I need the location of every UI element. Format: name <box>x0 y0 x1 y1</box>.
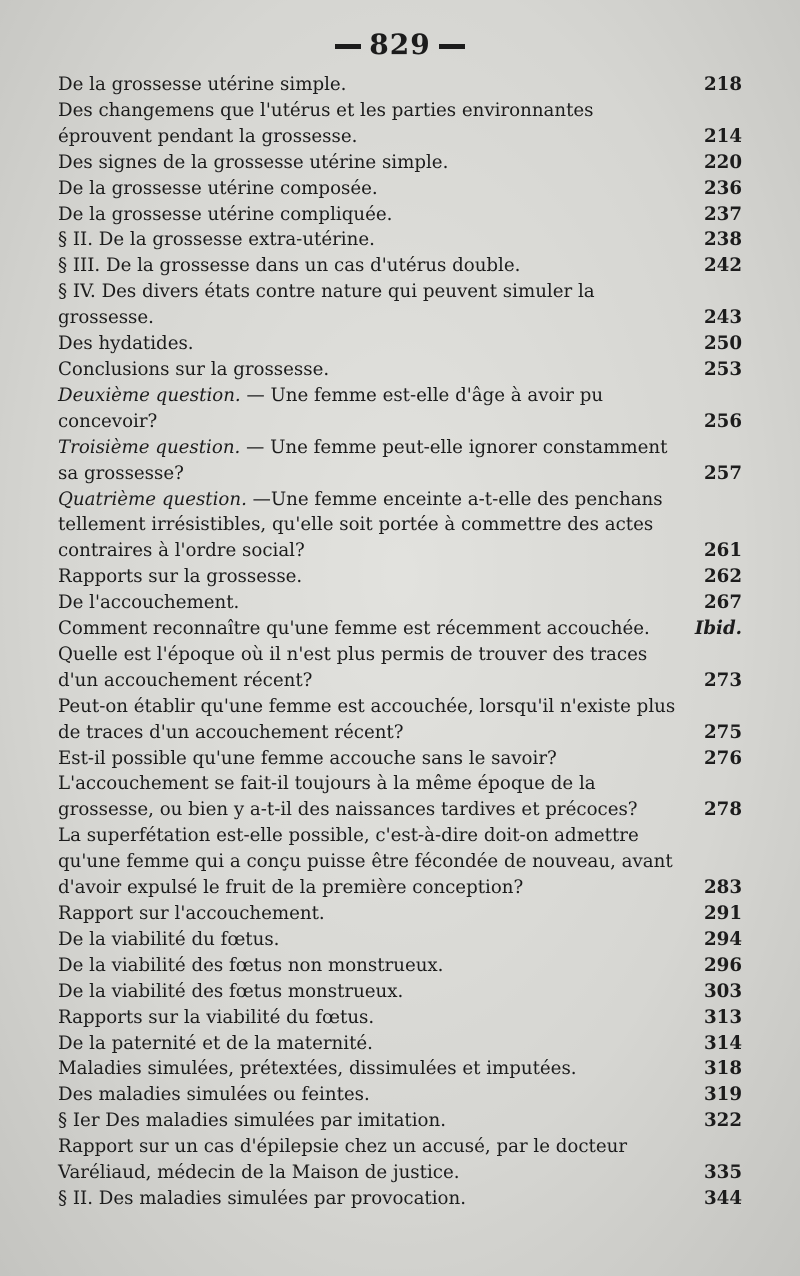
toc-entry-title: Des maladies simulées ou feintes. <box>58 1084 370 1106</box>
toc-entry-page: 273 <box>704 669 742 691</box>
toc-entry-page: 314 <box>704 1032 742 1054</box>
toc-entry <box>58 927 742 953</box>
toc-entry-title: Rapport sur un cas d'épilepsie chez un accusé, par le docteur Varéliaud, médecin de la Maison de justice. <box>58 1136 628 1184</box>
toc-entry-page: 242 <box>704 255 742 277</box>
toc-entry-lead: Quatrième question. <box>58 488 247 510</box>
toc-entry-title: De la grossesse utérine composée. <box>58 177 378 199</box>
toc-entry <box>58 564 742 590</box>
toc-entry <box>58 616 742 642</box>
toc-entry-page: 291 <box>704 903 742 924</box>
toc-entry-title: Maladies simulées, prétextées, dissimulées et imputées. <box>58 1058 577 1080</box>
toc-entry <box>58 1082 742 1108</box>
toc-entry <box>58 1134 742 1186</box>
toc-entry-text: — Une femme est-elle d'âge à avoir pu concevoir? <box>58 384 604 432</box>
toc-entry <box>58 823 742 901</box>
toc-entry-title: De la viabilité du fœtus. <box>58 928 280 950</box>
toc-entry-page: 344 <box>704 1187 742 1209</box>
toc-entry <box>58 1005 742 1031</box>
toc-entry-page: 267 <box>704 592 742 614</box>
toc-entry-title: Conclusions sur la grossesse. <box>58 358 330 380</box>
toc-entry-title: Rapport sur l'accouchement. <box>58 903 325 924</box>
toc-entry-page: 261 <box>704 540 742 562</box>
toc-entry <box>58 331 742 357</box>
toc-entry <box>58 979 742 1005</box>
toc-entry-title: De la grossesse utérine compliquée. <box>58 203 393 225</box>
toc-entry-page: 276 <box>704 747 742 769</box>
toc-entry-lead: Troisième question. <box>58 436 241 458</box>
toc-entry-title: § II. De la grossesse extra-utérine. <box>58 229 375 251</box>
toc-entry-page: 257 <box>704 462 742 484</box>
toc-entry <box>58 357 742 383</box>
toc-entry-title: § IV. Des divers états contre nature qui peuvent simuler la grossesse. <box>58 281 595 329</box>
toc-entry-page: 313 <box>704 1006 742 1028</box>
toc-entry-page: 256 <box>704 410 742 432</box>
toc-entry-title: Des changemens que l'utérus et les parties environnantes éprouvent pendant la grossesse. <box>58 99 594 147</box>
toc-entry-title: Quelle est l'époque où il n'est plus permis de trouver des traces d'un accouchement récent? <box>58 643 648 691</box>
page-header <box>0 28 800 61</box>
toc-entry-title: La superfétation est-elle possible, c'est-à-dire doit-on admettre qu'une femme qui a conçu puisse être fécondée de nouveau, avant d'avoir expulsé le fruit de la première conception? <box>58 825 673 899</box>
toc-entry-page: 253 <box>704 358 742 380</box>
toc-entry-page: 238 <box>704 229 742 251</box>
toc-entry <box>58 1186 742 1212</box>
toc-entry-title: § II. Des maladies simulées par provocation. <box>58 1187 466 1209</box>
toc-entry-page: 303 <box>704 980 742 1002</box>
toc-entry <box>58 227 742 253</box>
toc-entry-page: 250 <box>704 333 742 355</box>
toc-entry-page: 275 <box>704 721 742 743</box>
toc-entry-page: 335 <box>704 1162 742 1184</box>
toc-entry-title: L'accouchement se fait-il toujours à la même époque de la grossesse, ou bien y a-t-il des naissances tardives et précoces? <box>58 773 638 821</box>
toc-entry <box>58 642 742 694</box>
toc-entry-title: Rapports sur la viabilité du fœtus. <box>58 1006 375 1028</box>
toc-entry-page: 236 <box>704 177 742 199</box>
toc-entry-title: Comment reconnaître qu'une femme est récemment accouchée. <box>58 618 650 640</box>
toc-entry <box>58 487 742 565</box>
toc-entry-title <box>58 383 690 435</box>
toc-entry <box>58 150 742 176</box>
toc-entry-title: § Ier Des maladies simulées par imitation. <box>58 1110 446 1132</box>
toc-entry-title: § III. De la grossesse dans un cas d'utérus double. <box>58 255 521 277</box>
toc-entry-title: Est-il possible qu'une femme accouche sans le savoir? <box>58 747 557 769</box>
toc-entry-title <box>58 487 690 565</box>
toc-entry-text: —Une femme enceinte a-t-elle des penchans tellement irrésistibles, qu'elle soit portée à commettre des actes contraires à l'ordre social? <box>58 488 663 562</box>
toc-entry <box>58 590 742 616</box>
toc-entry <box>58 1031 742 1057</box>
toc-entry-title: Des hydatides. <box>58 333 194 355</box>
toc-entry-page: 218 <box>704 74 742 95</box>
toc-entry-text: — Une femme peut-elle ignorer constamment sa grossesse? <box>58 436 668 484</box>
toc-entry-title: De la viabilité des fœtus non monstrueux. <box>58 954 444 976</box>
table-of-contents <box>58 72 742 1212</box>
toc-entry-page: 237 <box>704 203 742 225</box>
toc-entry <box>58 253 742 279</box>
header-dash-left <box>335 44 361 49</box>
toc-entry <box>58 176 742 202</box>
toc-entry-page: 296 <box>704 954 742 976</box>
toc-entry <box>58 98 742 150</box>
toc-entry-title: De la viabilité des fœtus monstrueux. <box>58 980 404 1002</box>
toc-entry <box>58 435 742 487</box>
toc-entry-page: 318 <box>704 1058 742 1080</box>
toc-entry-page: 283 <box>704 877 742 899</box>
toc-entry <box>58 279 742 331</box>
toc-entry-title: Peut-on établir qu'une femme est accouchée, lorsqu'il n'existe plus de traces d'un accouchement récent? <box>58 695 676 743</box>
toc-entry-lead: Deuxième question. <box>58 384 241 406</box>
toc-entry <box>58 953 742 979</box>
toc-entry <box>58 901 742 927</box>
toc-entry-title: De la grossesse utérine simple. <box>58 74 347 95</box>
toc-entry-page: 294 <box>704 928 742 950</box>
toc-entry <box>58 202 742 228</box>
toc-entry <box>58 383 742 435</box>
toc-entry <box>58 746 742 772</box>
header-dash-right <box>439 44 465 49</box>
toc-entry-title: Des signes de la grossesse utérine simple. <box>58 151 449 173</box>
toc-entry-page: Ibid. <box>694 618 742 640</box>
toc-entry-page: 243 <box>704 307 742 329</box>
toc-entry <box>58 1056 742 1082</box>
toc-entry <box>58 771 742 823</box>
toc-entry-page: 262 <box>704 566 742 588</box>
toc-entry-page: 220 <box>704 151 742 173</box>
toc-entry-title: De la paternité et de la maternité. <box>58 1032 373 1054</box>
toc-entry-title: Rapports sur la grossesse. <box>58 566 303 588</box>
toc-entry-title <box>58 435 690 487</box>
toc-entry-page: 214 <box>704 125 742 147</box>
toc-entry-page: 278 <box>704 799 742 821</box>
toc-entry-page: 322 <box>704 1110 742 1132</box>
toc-entry <box>58 72 742 98</box>
toc-entry-page: 319 <box>704 1084 742 1106</box>
toc-entry <box>58 1108 742 1134</box>
toc-entry <box>58 694 742 746</box>
page-number: 829 <box>369 28 431 61</box>
toc-entry-title: De l'accouchement. <box>58 592 240 614</box>
